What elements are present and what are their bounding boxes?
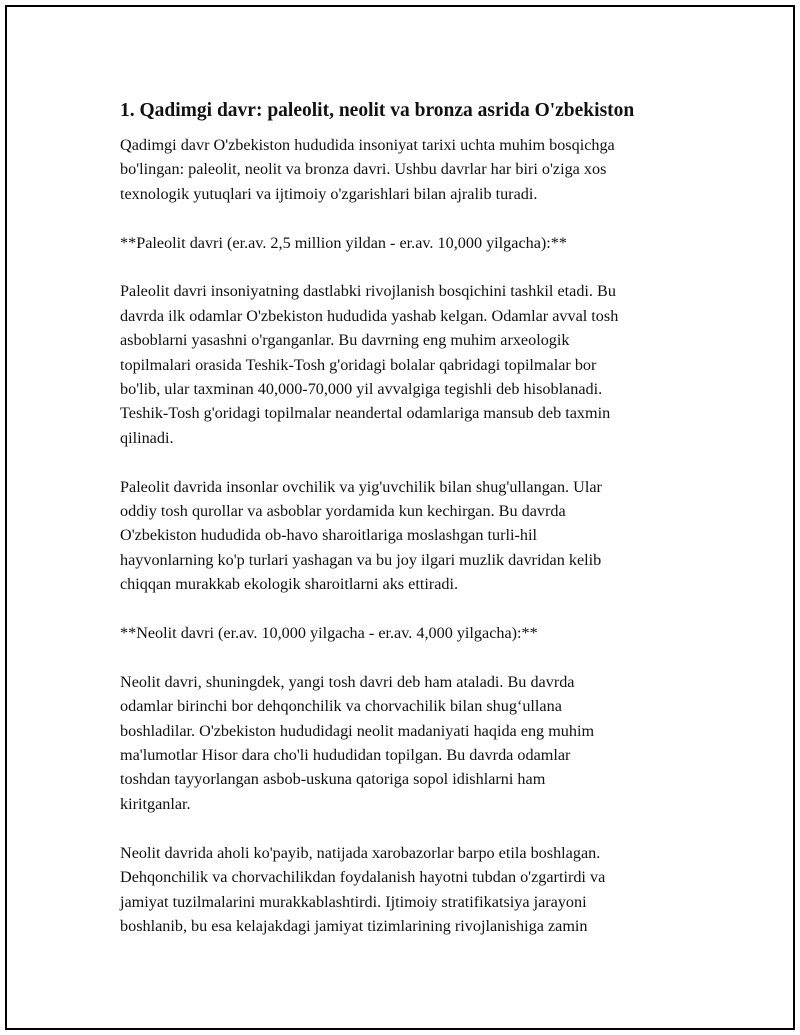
paragraph	[120, 231, 695, 255]
page-frame	[5, 5, 795, 1030]
text-line: ma'lumotlar Hisor dara cho'li hududidan topilgan. Bu davrda odamlar	[120, 746, 571, 765]
text-line: Qadimgi davr O'zbekiston hududida insoniyat tarixi uchta muhim bosqichga	[120, 136, 615, 154]
text-line: Neolit davrida aholi ko'payib, natijada xarobazorlar barpo etila boshlagan.	[120, 843, 601, 862]
text-line: topilmalari orasida Teshik-Tosh g'oridagi bolalar qabridagi topilmalar bor	[120, 355, 597, 374]
text-line: boshladilar. O'zbekiston hududidagi neolit madaniyati haqida eng muhim	[120, 721, 595, 740]
text-line: Dehqonchilik va chorvachilikdan foydalanish hayotni tubdan o'zgartirdi va	[120, 868, 606, 887]
text-line: bo'lib, ular taxminan 40,000-70,000 yil avvalgiga tegishli deb hisoblanadi.	[120, 380, 603, 399]
text-line: odamlar birinchi bor dehqonchilik va chorvachilik bilan shug‘ullana	[120, 697, 562, 716]
text-line: bo'lingan: paleolit, neolit va bronza davri. Ushbu davrlar har biri o'ziga xos	[120, 160, 607, 179]
paragraph-container	[120, 133, 695, 938]
text-line: Teshik-Tosh g'oridagi topilmalar neandertal odamlariga mansub deb taxmin	[120, 404, 611, 423]
text-line: **Neolit davri (er.av. 10,000 yilgacha - er.av. 4,000 yilgacha):**	[120, 624, 538, 643]
text-line: Paleolit davri insoniyatning dastlabki rivojlanish bosqichini tashkil etadi. Bu	[120, 282, 616, 301]
text-line: jamiyat tuzilmalarini murakkablashtirdi. Ijtimoiy stratifikatsiya jarayoni	[120, 892, 587, 911]
paragraph	[120, 279, 695, 450]
paragraph	[120, 475, 695, 597]
text-line: Paleolit davrida insonlar ovchilik va yig'uvchilik bilan shug'ullangan. Ular	[120, 477, 602, 496]
text-line: texnologik yutuqlari va ijtimoiy o'zgarishlari bilan ajralib turadi.	[120, 184, 538, 203]
paragraph	[120, 133, 695, 206]
text-line: asboblarni yasashni o'rganganlar. Bu davrning eng muhim arxeologik	[120, 331, 570, 350]
text-line: chiqqan murakkab ekologik sharoitlarni aks ettiradi.	[120, 575, 459, 594]
paragraph	[120, 841, 695, 939]
text-line: qilinadi.	[120, 428, 174, 447]
text-line: Neolit davri, shuningdek, yangi tosh davri deb ham ataladi. Bu davrda	[120, 672, 575, 691]
text-line: davrda ilk odamlar O'zbekiston hududida yashab kelgan. Odamlar avval tosh	[120, 306, 619, 325]
text-line: boshlanib, bu esa kelajakdagi jamiyat tizimlarining rivojlanishiga zamin	[120, 916, 588, 935]
document-title: 1. Qadimgi davr: paleolit, neolit va bronza asrida O'zbekiston	[120, 100, 635, 121]
text-line: **Paleolit davri (er.av. 2,5 million yildan - er.av. 10,000 yilgacha):**	[120, 233, 567, 252]
text-line: hayvonlarning ko'p turlari yashagan va bu joy ilgari muzlik davridan kelib	[120, 550, 602, 569]
paragraph	[120, 670, 695, 816]
text-line: O'zbekiston hududida ob-havo sharoitlariga moslashgan turli-hil	[120, 526, 537, 545]
paragraph	[120, 621, 695, 645]
text-line: oddiy tosh qurollar va asboblar yordamida kun kechirgan. Bu davrda	[120, 502, 566, 521]
document-body	[120, 98, 695, 963]
text-line: toshdan tayyorlangan asbob-uskuna qatoriga sopol idishlarni ham	[120, 770, 546, 789]
text-line: kiritganlar.	[120, 794, 191, 813]
